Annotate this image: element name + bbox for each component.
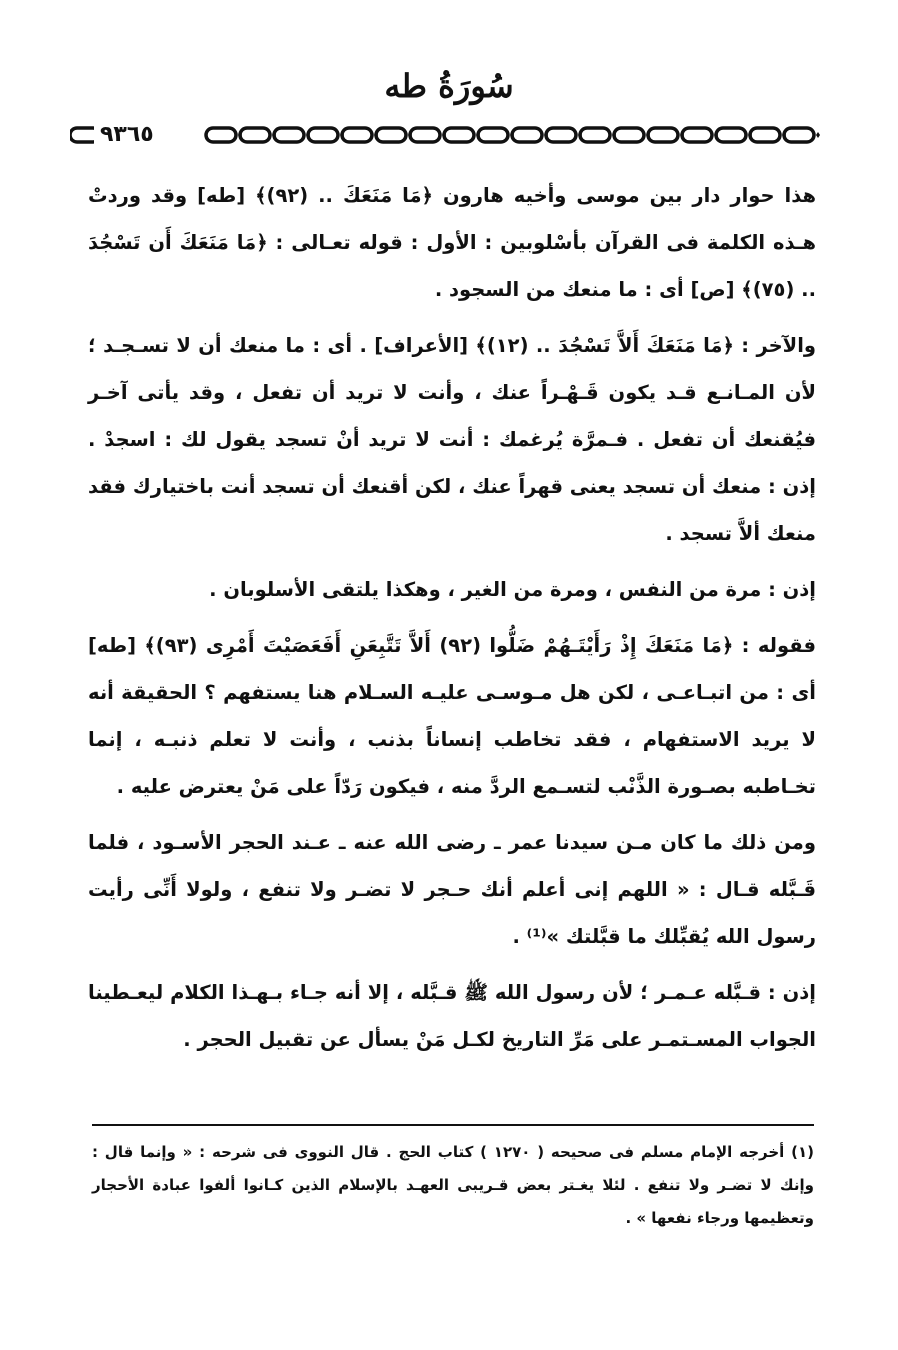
footnote-divider [92, 1124, 814, 1126]
chain-link [274, 128, 304, 142]
paragraph-6: إذن : قـبَّله عـمـر ؛ لأن رسول الله ﷺ قـبَّله ، إلا أنه جـاء بـهـذا الكلام ليعـطينا الجواب المسـتمـر على مَرِّ التاريخ لكـل مَنْ يسأل عن تقبيل الحجر . [88, 981, 816, 1051]
chain-link [308, 128, 338, 142]
chain-link [648, 128, 678, 142]
paragraph-1: هذا حوار دار بين موسى وأخيه هارون ﴿مَا مَنَعَكَ .. (٩٢)﴾ [طه] وقد وردتْ هـذه الكلمة فى القرآن بأسْلوبين : الأول : قوله تعـالى : ﴿مَا مَنَعَكَ أَن تَسْجُدَ .. (٧٥)﴾ [ص] أى : ما منعك من السجود . [88, 184, 816, 301]
chain-link [614, 128, 644, 142]
chain-link [410, 128, 440, 142]
paragraph-2: والآخر : ﴿مَا مَنَعَكَ أَلاَّ تَسْجُدَ .. (١٢)﴾ [الأعراف] . أى : ما منعك أن لا تسـجـد ؛ لأن المـانـع قـد يكون قَـهْـراً عنك ، وأنت لا تريد أن تفعل ، وقد يأتى آخـر فيُقنعك أن تفعل . فـمرَّة يُرغمك : أنت لا تريد أنْ تسجد يقول لك : اسجدْ . إذن : منعك أن تسجد يعنى قهراً عنك ، لكن أقنعك أن تسجد أنت باختيارك فقد منعك ألاَّ تسجد . [88, 334, 816, 545]
chain-link [682, 128, 712, 142]
chain-link [376, 128, 406, 142]
chain-link [512, 128, 542, 142]
chain-link [342, 128, 372, 142]
chain-link [580, 128, 610, 142]
chain-diamond [816, 132, 820, 138]
footnote: (١) أخرجه الإمام مسلم فى صحيحه ( ١٢٧٠ ) كتاب الحج . قال النووى فى شرحه : « وإنما قال : وإنك لا تضـر ولا تنفع . لئلا يغـتر بعض قـريبى العهـد بالإسلام الذين كـانوا ألفوا عبادة الأحجار وتعظيمها ورجاء نفعها » . [92, 1143, 814, 1227]
chain-link [206, 128, 236, 142]
ornamental-border [70, 120, 838, 150]
chain-link [478, 128, 508, 142]
chain-link [716, 128, 746, 142]
chain-link [784, 128, 814, 142]
chain-ornament-icon [70, 120, 838, 150]
chain-link [444, 128, 474, 142]
paragraph-5: ومن ذلك ما كان مـن سيدنا عمر ـ رضى الله عنه ـ عـند الحجر الأسـود ، فلما قَـبَّله قـال : « اللهم إنى أعلم أنك حـجر لا تضـر ولا تنفع ، ولولا أَنِّى رأيت رسول الله يُقبِّلك ما قبَّلتك »⁽¹⁾ . [88, 831, 816, 948]
body-text [88, 172, 816, 1072]
paragraph-4: فقوله : ﴿مَا مَنَعَكَ إِذْ رَأَيْتَـهُمْ ضَلُّوا (٩٢) أَلاَّ تَتَّبِعَنِ أَفَعَصَيْتَ أَمْرِى (٩٣)﴾ [طه] أى : من اتبـاعـى ، لكن هل مـوسـى عليـه السـلام هنا يستفهم ؟ الحقيقة أنه لا يريد الاستفهام ، فقد تخاطب إنساناً بذنب ، وأنت لا تعلم ذنبـه ، إنما تخـاطبه بصـورة الذَّنْب لتسـمع الردَّ منه ، فيكون رَدّاً على مَنْ يعترض عليه . [88, 634, 816, 798]
page-number: ٩٣٦٥ [94, 120, 160, 150]
paragraph-3: إذن : مرة من النفس ، ومرة من الغير ، وهكذا يلتقى الأسلوبان . [209, 578, 816, 601]
chain-link [546, 128, 576, 142]
chain-link [240, 128, 270, 142]
chain-link [750, 128, 780, 142]
surah-title: سُورَةُ طه [384, 67, 514, 105]
